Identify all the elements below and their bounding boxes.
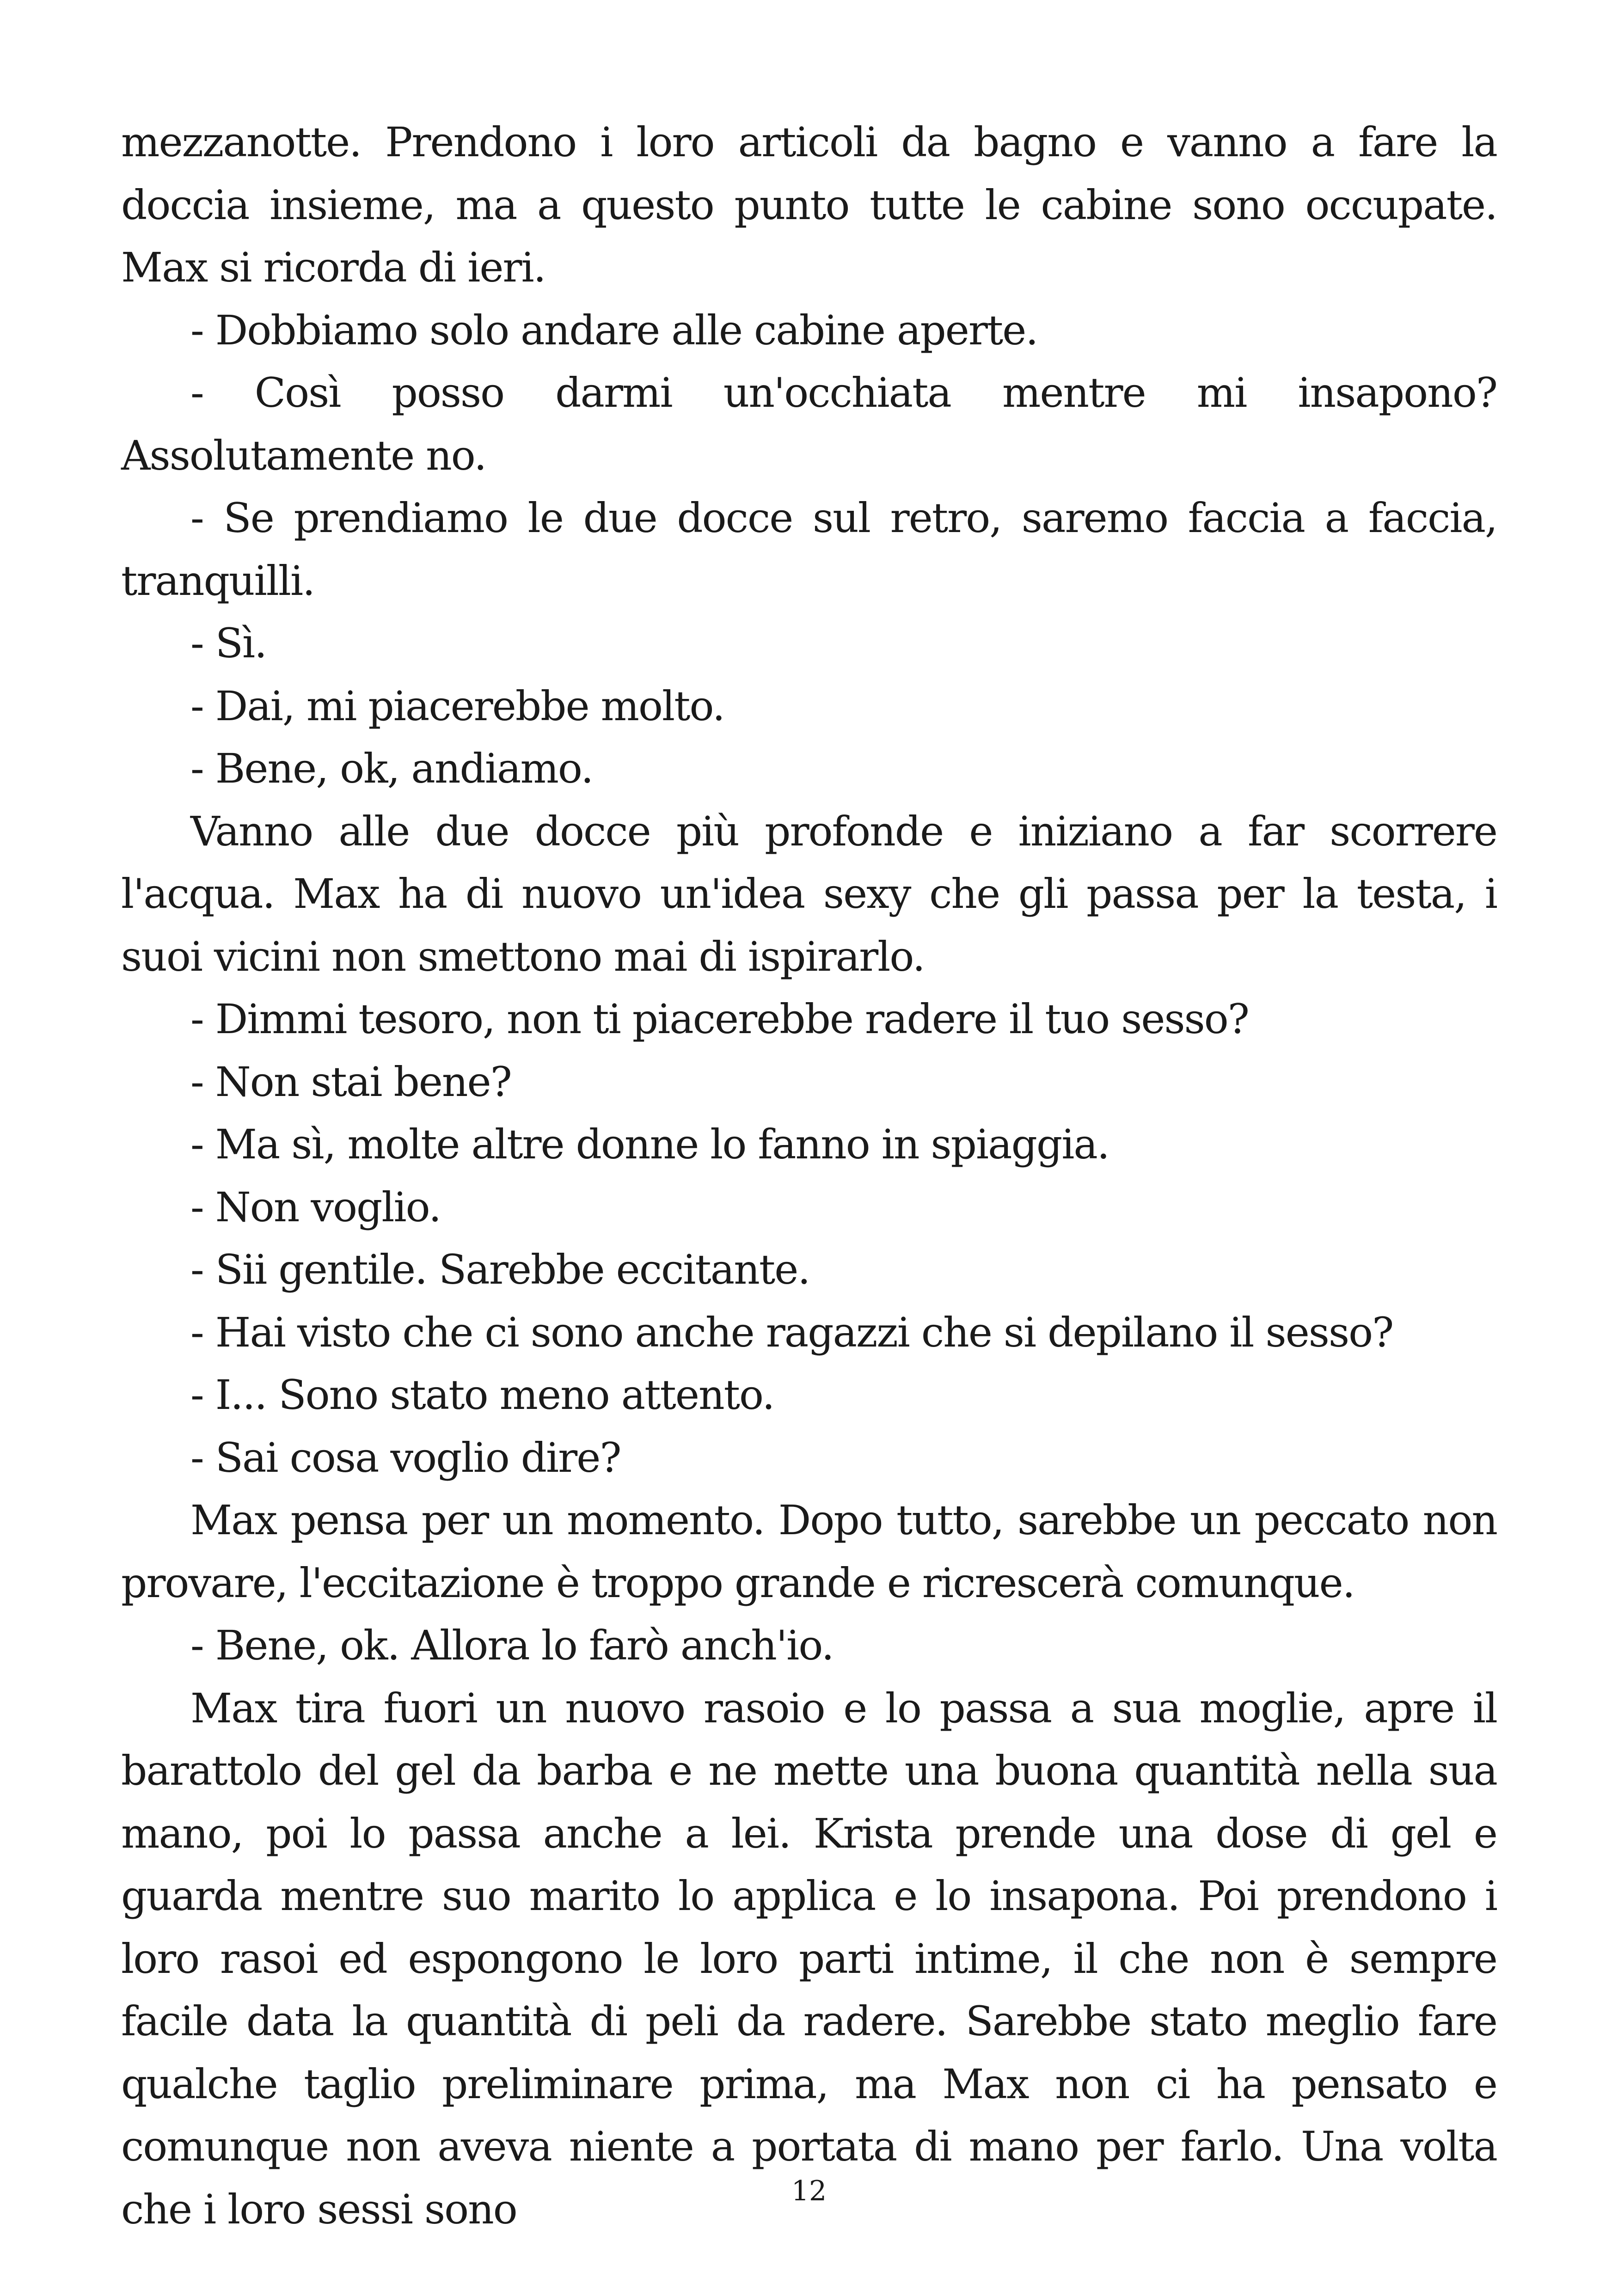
dialogue-line: - Sai cosa voglio dire? xyxy=(190,1433,621,1482)
body-text xyxy=(121,111,1497,2241)
dialogue-line: - Hai visto che ci sono anche ragazzi che si depilano il sesso? xyxy=(190,1308,1393,1356)
paragraph: mezzanotte. Prendono i loro articoli da bagno e vanno a fare la doccia insieme, ma a questo punto tutte le cabine sono occupate. Max si ricorda di ieri. xyxy=(121,118,1497,291)
dialogue-line: - Così posso darmi un'occhiata mentre mi insapono? Assolutamente no. xyxy=(121,369,1497,479)
dialogue-line: - Dimmi tesoro, non ti piacerebbe radere il tuo sesso? xyxy=(190,995,1249,1043)
dialogue-line: - Dobbiamo solo andare alle cabine aperte. xyxy=(190,306,1038,354)
dialogue-line: - Dai, mi piacerebbe molto. xyxy=(190,682,724,730)
dialogue-line: - Bene, ok, andiamo. xyxy=(190,745,593,792)
page-number: 12 xyxy=(791,2175,827,2207)
dialogue-line: - Non voglio. xyxy=(190,1183,441,1231)
dialogue-line: - Bene, ok. Allora lo farò anch'io. xyxy=(190,1622,834,1669)
dialogue-line: - I... Sono stato meno attento. xyxy=(190,1371,774,1419)
paragraph: Max pensa per un momento. Dopo tutto, sarebbe un peccato non provare, l'eccitazione è troppo grande e ricrescerà comunque. xyxy=(121,1496,1497,1607)
dialogue-line: - Non stai bene? xyxy=(190,1058,511,1106)
paragraph: Vanno alle due docce più profonde e iniziano a far scorrere l'acqua. Max ha di nuovo un'idea sexy che gli passa per la testa, i suoi vicini non smettono mai di ispirarlo. xyxy=(121,807,1497,980)
dialogue-line: - Ma sì, molte altre donne lo fanno in spiaggia. xyxy=(190,1120,1109,1168)
dialogue-line: - Se prendiamo le due docce sul retro, saremo faccia a faccia, tranquilli. xyxy=(121,494,1497,605)
paragraph: Max tira fuori un nuovo rasoio e lo passa a sua moglie, apre il barattolo del gel da barba e ne mette una buona quantità nella sua mano, poi lo passa anche a lei. Krista prende una dose di gel e guarda mentre suo marito lo applica e lo insapona. Poi prendono i loro rasoi ed espongono le loro parti intime, il che non è sempre facile data la quantità di peli da radere. Sarebbe stato meglio fare qualche taglio preliminare prima, ma Max non ci ha pensato e comunque non aveva niente a portata di mano per farlo. Una volta che i loro sessi sono xyxy=(121,1684,1497,2233)
dialogue-line: - Sii gentile. Sarebbe eccitante. xyxy=(190,1246,810,1293)
dialogue-line: - Sì. xyxy=(190,619,267,667)
